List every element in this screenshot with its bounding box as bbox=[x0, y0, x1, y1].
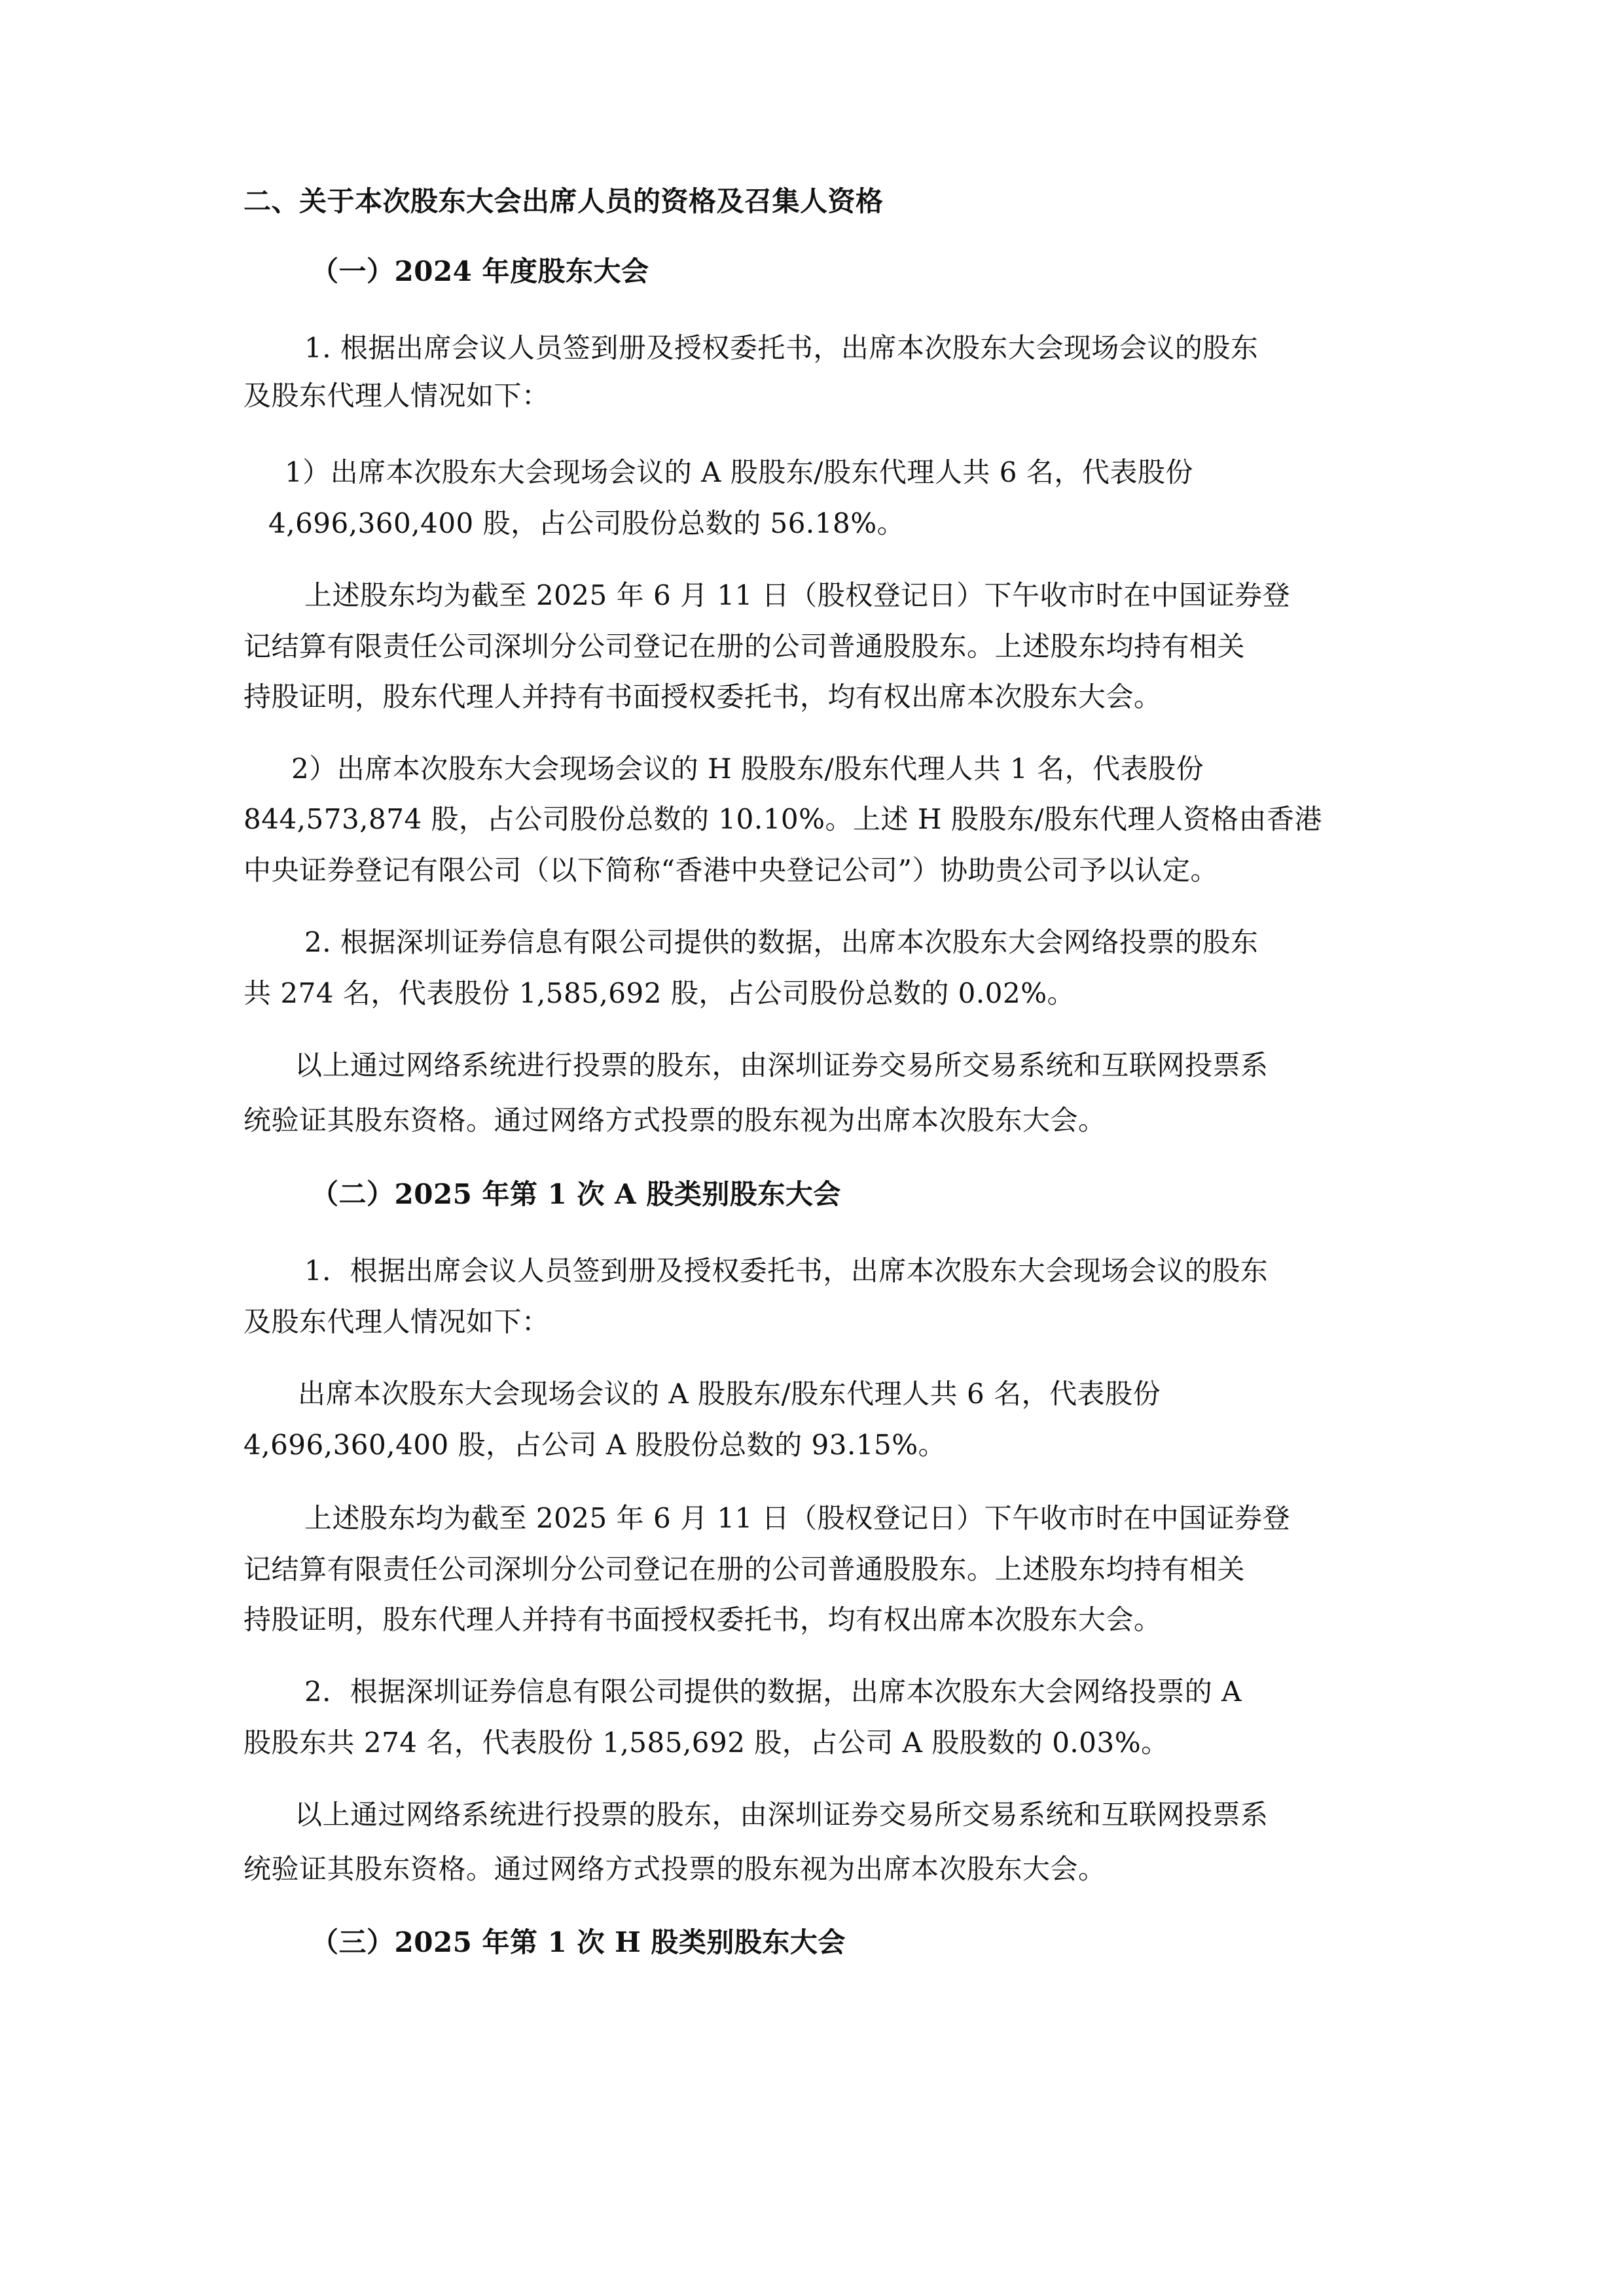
meeting-1-para-3-line-3: 持股证明，股东代理人并持有书面授权委托书，均有权出席本次股东大会。 bbox=[244, 681, 1162, 713]
meeting-1-para-5-line-2: 共 274 名，代表股份 1,585,692 股，占公司股份总数的 0.02%。 bbox=[244, 977, 1075, 1009]
meeting-1-heading: （一）2024 年度股东大会 bbox=[311, 255, 649, 287]
meeting-2-para-4-line-1: 2．根据深圳证券信息有限公司提供的数据，出席本次股东大会网络投票的 A bbox=[304, 1676, 1242, 1708]
meeting-1-para-3-line-2: 记结算有限责任公司深圳分公司登记在册的公司普通股股东。上述股东均持有相关 bbox=[244, 630, 1246, 662]
meeting-2-para-2-line-2: 4,696,360,400 股，占公司 A 股股份总数的 93.15%。 bbox=[244, 1429, 947, 1461]
meeting-2-para-3-line-1: 上述股东均为截至 2025 年 6 月 11 日（股权登记日）下午收市时在中国证券登 bbox=[304, 1502, 1291, 1534]
meeting-3-heading: （三）2025 年第 1 次 H 股类别股东大会 bbox=[311, 1926, 846, 1958]
meeting-2-para-2-line-1: 出席本次股东大会现场会议的 A 股股东/股东代理人共 6 名，代表股份 bbox=[298, 1378, 1161, 1410]
meeting-2-para-1-line-2: 及股东代理人情况如下： bbox=[244, 1306, 550, 1338]
meeting-1-para-1-line-1: 1. 根据出席会议人员签到册及授权委托书，出席本次股东大会现场会议的股东 bbox=[304, 332, 1259, 364]
meeting-2-para-5-line-2: 统验证其股东资格。通过网络方式投票的股东视为出席本次股东大会。 bbox=[244, 1853, 1106, 1885]
meeting-1-para-5-line-1: 2. 根据深圳证券信息有限公司提供的数据，出席本次股东大会网络投票的股东 bbox=[304, 926, 1259, 958]
meeting-1-para-1-line-2: 及股东代理人情况如下： bbox=[244, 380, 550, 412]
meeting-1-para-4-line-3: 中央证券登记有限公司（以下简称“香港中央登记公司”）协助贵公司予以认定。 bbox=[244, 854, 1218, 886]
meeting-2-para-1-line-1: 1．根据出席会议人员签到册及授权委托书，出席本次股东大会现场会议的股东 bbox=[304, 1255, 1269, 1287]
section-title: 二、关于本次股东大会出席人员的资格及召集人资格 bbox=[244, 185, 884, 217]
meeting-1-para-4-line-1: 2）出席本次股东大会现场会议的 H 股股东/股东代理人共 1 名，代表股份 bbox=[291, 753, 1204, 785]
meeting-2-heading: （二）2025 年第 1 次 A 股类别股东大会 bbox=[311, 1178, 841, 1210]
meeting-2-para-3-line-2: 记结算有限责任公司深圳分公司登记在册的公司普通股股东。上述股东均持有相关 bbox=[244, 1553, 1246, 1585]
meeting-1-para-4-line-2: 844,573,874 股，占公司股份总数的 10.10%。上述 H 股股东/股东代理人资格由香港 bbox=[244, 803, 1323, 835]
meeting-2-para-4-line-2: 股股东共 274 名，代表股份 1,585,692 股，占公司 A 股股数的 0.03%。 bbox=[244, 1727, 1169, 1759]
meeting-2-para-3-line-3: 持股证明，股东代理人并持有书面授权委托书，均有权出席本次股东大会。 bbox=[244, 1604, 1162, 1636]
meeting-1-para-6-line-1: 以上通过网络系统进行投票的股东，由深圳证券交易所交易系统和互联网投票系 bbox=[295, 1049, 1269, 1081]
meeting-1-para-2-line-2: 4,696,360,400 股，占公司股份总数的 56.18%。 bbox=[268, 507, 905, 539]
meeting-2-para-5-line-1: 以上通过网络系统进行投票的股东，由深圳证券交易所交易系统和互联网投票系 bbox=[295, 1799, 1269, 1831]
meeting-1-para-6-line-2: 统验证其股东资格。通过网络方式投票的股东视为出席本次股东大会。 bbox=[244, 1104, 1106, 1136]
meeting-1-para-2-line-1: 1）出席本次股东大会现场会议的 A 股股东/股东代理人共 6 名，代表股份 bbox=[285, 456, 1193, 488]
meeting-1-para-3-line-1: 上述股东均为截至 2025 年 6 月 11 日（股权登记日）下午收市时在中国证券登 bbox=[304, 579, 1291, 611]
